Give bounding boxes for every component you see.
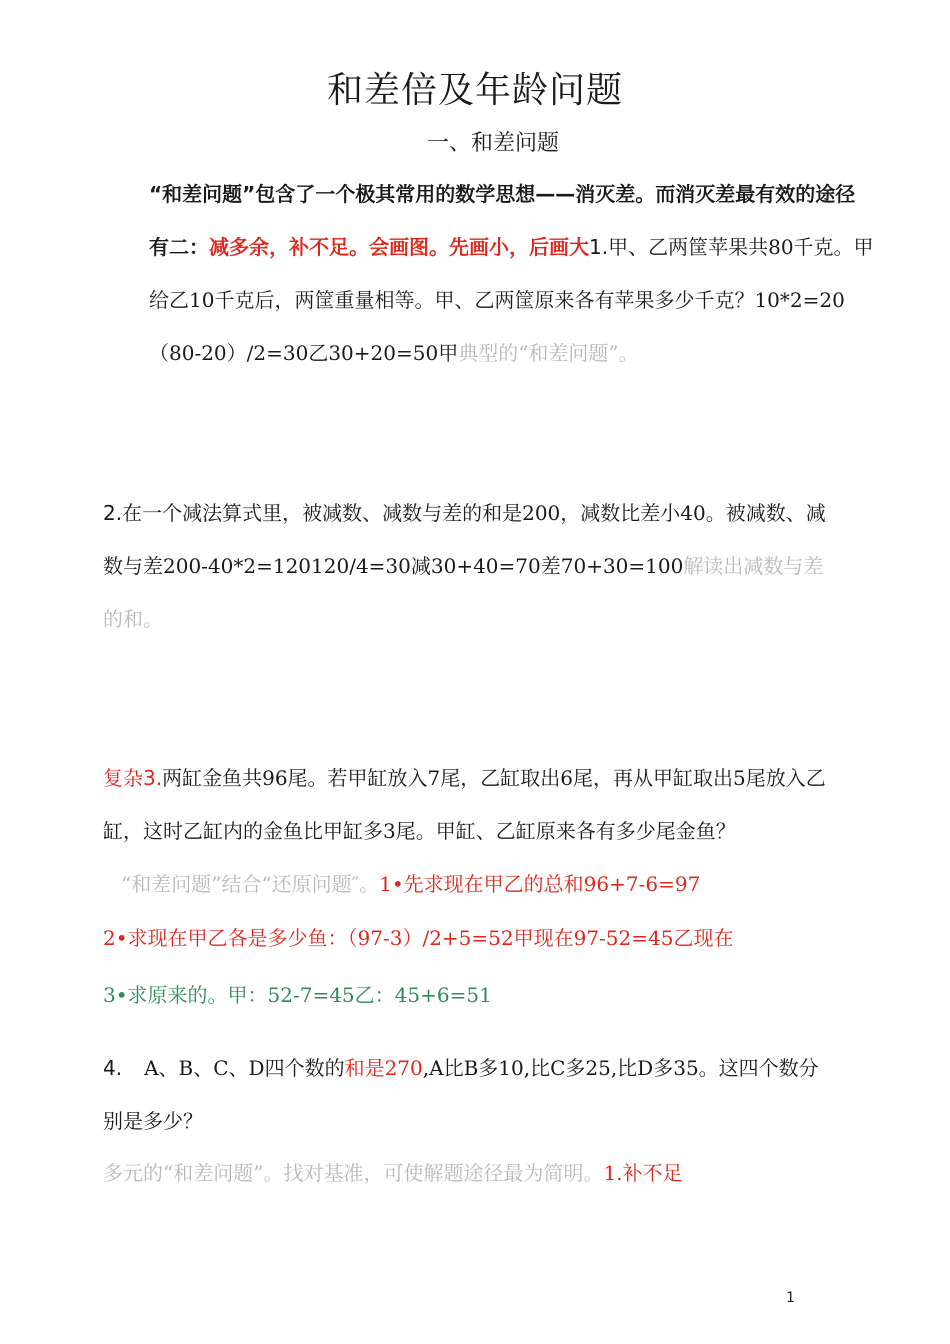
section-heading: 一、和差问题 (426, 131, 559, 156)
page-number: 1 (786, 1290, 795, 1306)
intro-paragraph (103, 168, 874, 380)
q1-text: 甲、乙两筐苹果共80千克。甲给乙10千克后，两筐重量相等。甲、乙两筐原来各有苹果多少千克？10*2=20（80-20）/2=30乙30+20=50甲 (149, 235, 874, 365)
q4-text-a: A、B、C、D四个数的 (144, 1056, 345, 1080)
q3-step-3: 3•求原来的。甲：52-7=45乙：45+6=51 (103, 983, 492, 1007)
q3-tag: 复杂 (103, 766, 143, 790)
intro-highlight: 减多余，补不足。会画图。先画小，后画大 (209, 235, 589, 259)
q1-note: 典型的“和差问题”。 (458, 341, 639, 365)
q3-number: 3. (143, 766, 163, 790)
q3-text: 两缸金鱼共96尾。若甲缸放入7尾，乙缸取出6尾，再从甲缸取出5尾放入乙缸，这时乙缸内的金鱼比甲缸多3尾。甲缸、乙缸原来各有多少尾金鱼？ (103, 766, 826, 843)
q3-step-2: 2•求现在甲乙各是多少鱼：（97-3）/2+5=52甲现在97-52=45乙现在 (103, 926, 734, 950)
q4-note: 多元的“和差问题”。找对基准，可使解题途径最为简明。 (103, 1161, 604, 1185)
q2-number: 2. (103, 501, 123, 525)
q3-step-1: 1•先求现在甲乙的总和96+7-6=97 (379, 872, 701, 896)
q3-solution-line-1 (103, 858, 828, 911)
q4-text-b: ,A比B多10,比C多25,比D多35。这四个数分别是多少？ (103, 1056, 819, 1133)
q2-text: 在一个减法算式里，被减数、减数与差的和是200，减数比差小40。被减数、减数与差200-40*2=120120/4=30减30+40=70差70+30=100 (103, 501, 826, 578)
question-2 (103, 487, 828, 646)
intro-text: “和差问题”包含了一个极其常用的数学思想——消灭差。而消灭差最有效的途径有二： (149, 182, 856, 259)
q4-highlight: 和是270 (344, 1056, 423, 1080)
q3-note: “和差问题”结合“还原问题″。 (121, 872, 380, 896)
q1-number: 1. (589, 235, 609, 259)
q4-number: 4. (103, 1056, 123, 1080)
q4-hint: 1.补不足 (603, 1161, 683, 1185)
q4-solution (103, 1147, 828, 1200)
page-title: 和差倍及年龄问题 (326, 70, 623, 111)
q2-note: 解读出减数与差的和。 (103, 554, 824, 631)
question-4 (103, 1042, 828, 1148)
question-3 (103, 752, 828, 858)
